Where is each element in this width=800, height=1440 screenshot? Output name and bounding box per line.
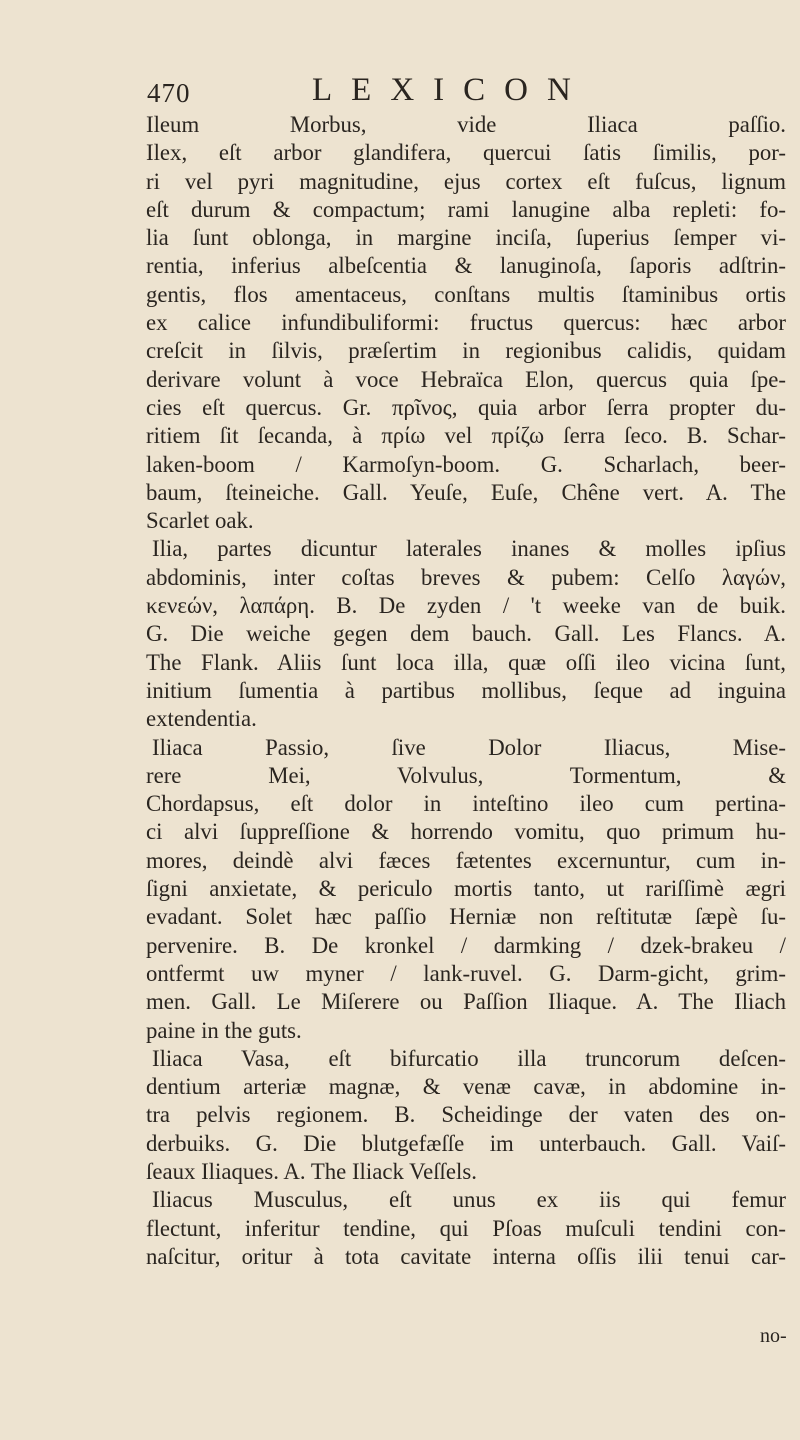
text-line: ritiem ſit ſecanda, à πρίω vel πρίζω ſerra ſeco. B. Schar- (146, 423, 786, 449)
text-line: extendentia. (146, 706, 257, 732)
text-line: Ileum Morbus, vide Iliaca paſſio. (146, 112, 786, 137)
text-line: Scarlet oak. (146, 508, 254, 534)
text-line: evadant. Solet hæc paſſio Herniæ non reſtitutæ ſæpè ſu- (146, 904, 786, 930)
text-line: flectunt, inferitur tendine, qui Pſoas muſculi tendini con- (146, 1215, 786, 1241)
text-line: lia ſunt oblonga, in margine inciſa, ſuperius ſemper vi- (146, 225, 786, 251)
text-line: ri vel pyri magnitudine, ejus cortex eſt fuſcus, lignum (146, 168, 786, 194)
entries-text (146, 111, 786, 1271)
text-line: paine in the guts. (146, 1017, 302, 1043)
text-line: rentia, inferius albeſcentia & lanuginoſa, ſaporis adſtrin- (146, 253, 786, 279)
text-line: Chordapsus, eſt dolor in inteſtino ileo cum pertina- (146, 791, 786, 817)
text-line: initium ſumentia à partibus mollibus, ſeque ad inguina (146, 677, 786, 703)
text-line: ci alvi ſuppreſſione & horrendo vomitu, quo primum hu- (146, 819, 786, 845)
text-line: Iliaca Vasa, eſt bifurcatio illa truncorum deſcen- (152, 1045, 786, 1071)
text-line: Iliaca Passio, ſive Dolor Iliacus, Mise- (152, 734, 786, 760)
text-line: men. Gall. Le Miſerere ou Paſſion Iliaque. A. The Iliach (146, 989, 786, 1015)
text-line: gentis, flos amentaceus, conſtans multis ſtaminibus ortis (146, 281, 786, 307)
text-line: naſcitur, oritur à tota cavitate interna oſſis ilii tenui car- (146, 1243, 786, 1269)
text-line: G. Die weiche gegen dem bauch. Gall. Les Flancs. A. (146, 621, 786, 647)
text-line: pervenire. B. De kronkel / darmking / dzek-brakeu / (146, 932, 786, 958)
text-line: creſcit in ſilvis, præſertim in regionibus calidis, quidam (146, 338, 786, 364)
page-number: 470 (147, 78, 191, 108)
text-line: rere Mei, Volvulus, Tormentum, & (146, 762, 786, 788)
text-line: tra pelvis regionem. B. Scheidinge der vaten des on- (146, 1102, 786, 1128)
text-line: cies eſt quercus. Gr. πρῖνος, quia arbor ſerra propter du- (146, 394, 786, 420)
text-line: dentium arteriæ magnæ, & venæ cavæ, in abdomine in- (146, 1074, 786, 1100)
text-line: baum, ſteineiche. Gall. Yeuſe, Euſe, Chêne vert. A. The (146, 479, 786, 505)
running-title: LEXICON (312, 72, 590, 108)
text-line: mores, deindè alvi fæces fætentes excernuntur, cum in- (146, 847, 786, 873)
text-line: ex calice infundibuliformi: fructus quercus: hæc arbor (146, 310, 786, 336)
text-line: laken-boom / Karmoſyn-boom. G. Scharlach, beer- (146, 451, 786, 477)
catchword: no- (760, 1325, 787, 1347)
text-line: ſeaux Iliaques. A. The Iliack Veſſels. (146, 1158, 477, 1184)
text-line: Ilia, partes dicuntur laterales inanes & molles ipſius (152, 536, 786, 562)
text-line: derivare volunt à voce Hebraïca Elon, quercus quia ſpe- (146, 366, 786, 392)
text-line: κενεών, λαπάρη. B. De zyden / 't weeke van de buik. (146, 593, 786, 619)
text-line: ſigni anxietate, & periculo mortis tanto, ut rariſſimè ægri (146, 876, 786, 902)
text-line: ontfermt uw myner / lank-ruvel. G. Darm-gicht, grim- (146, 960, 786, 986)
text-line: derbuiks. G. Die blutgefæſſe im unterbauch. Gall. Vaiſ- (146, 1130, 786, 1156)
text-line: Ilex, eſt arbor glandifera, quercui ſatis ſimilis, por- (146, 140, 786, 166)
text-line: eſt durum & compactum; rami lanugine alba repleti: fo- (146, 196, 786, 222)
text-line: Iliacus Musculus, eſt unus ex iis qui femur (152, 1187, 786, 1213)
text-line: abdominis, inter coſtas breves & pubem: Celſo λαγών, (146, 564, 786, 590)
text-line: The Flank. Aliis ſunt loca illa, quæ oſſi ileo vicina ſunt, (146, 649, 786, 675)
